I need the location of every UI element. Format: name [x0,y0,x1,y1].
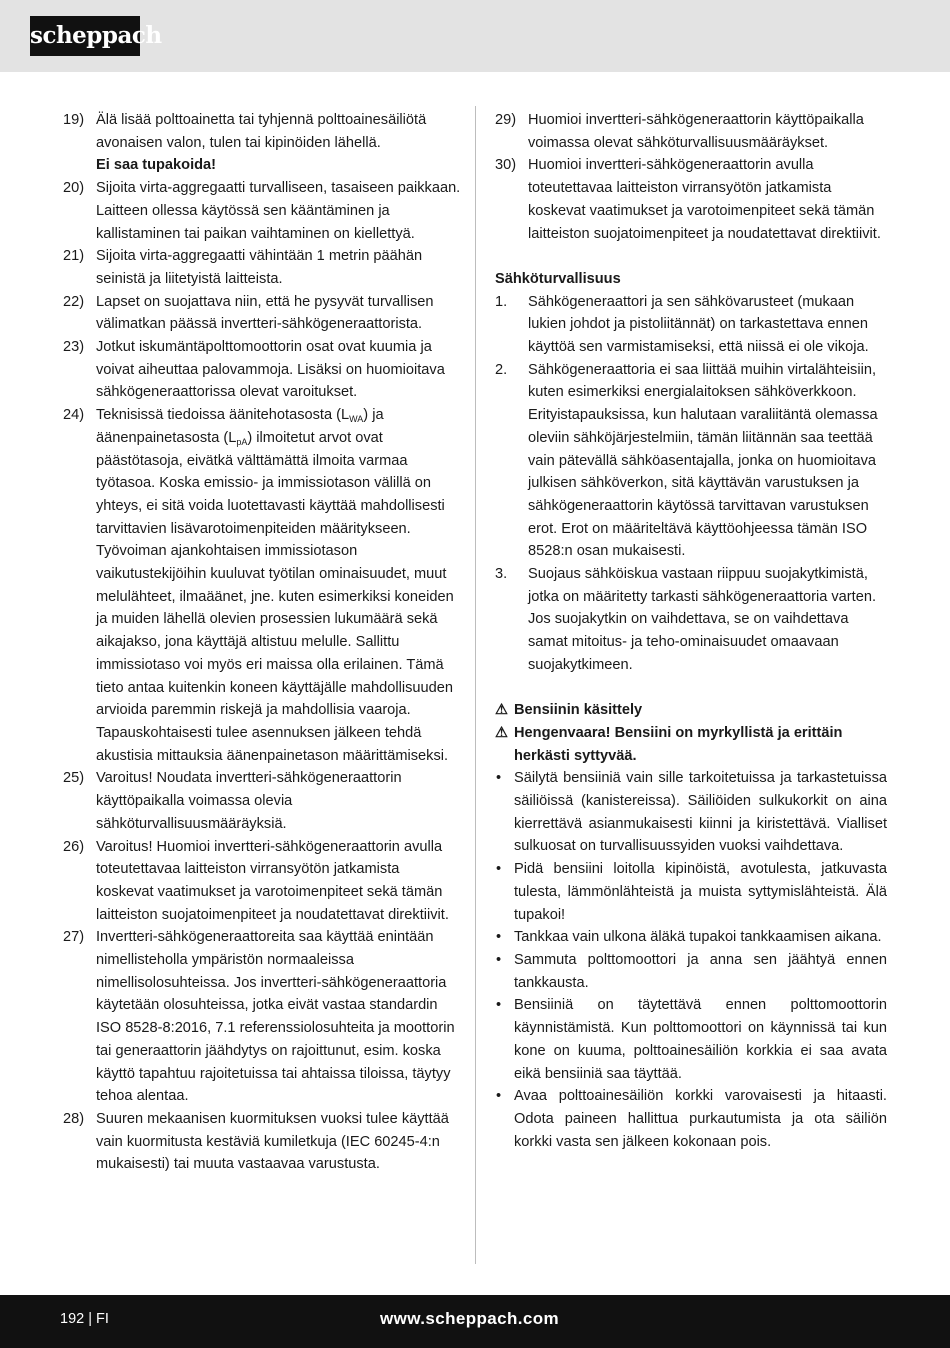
item-text: Huomioi invertteri-sähkögeneraattorin käyttöpaikalla voimassa olevat sähköturvallisuusmääräykset. [528,112,864,151]
item-number: 27) [63,929,85,946]
item-number: 2. [495,361,508,378]
item-number: 1. [495,293,508,310]
list-item [63,291,461,336]
list-item [63,404,461,767]
item-number: 28) [63,1110,85,1127]
bullet-icon: • [496,997,502,1014]
right-column [495,109,887,1153]
item-text: Suuren mekaanisen kuormituksen vuoksi tulee käyttää vain kuormitusta kestäviä kumiletkuja (IEC 60245-4:n mukaisesti) tai muuta vastaavaa varustusta. [96,1110,449,1173]
item-number: 30) [495,157,517,174]
item-number: 23) [63,339,85,356]
list-item [495,109,887,154]
item-text-a: Teknisissä tiedoissa äänitehotasosta (L [96,407,350,424]
item-text: Sijoita virta-aggregaatti turvalliseen, tasaiseen paikkaan. Laitteen ollessa käytössä sen kääntäminen ja kallistaminen tai paikan vaihtaminen on kiellettyä. [96,180,461,242]
list-item [63,767,461,835]
page-number: 192 | FI [60,1311,109,1327]
column-divider [475,106,476,1264]
item-text: Suojaus sähköiskua vastaan riippuu suojakytkimistä, jotka on määritetty tarkasti sähkögeneraattoria varten. Jos suojakytkin on vaihdettava, se on vaihdettava samat mitoitus- ja teho-ominaisuudet omaavaan suojakytkimeen. [528,566,876,673]
list-item [63,836,461,927]
bullet-text: Säilytä bensiiniä vain sille tarkoitetuissa ja tarkastetuissa säiliöissä (kanistereissa). Säiliöiden sulkukorkit on aina kierrettävä asianmukaisesti kiinni ja kiristettävä. Vialliset sulkuosat on turvallisuussyiden vuoksi vaihdettava. [514,770,887,855]
item-text: Huomioi invertteri-sähkögeneraattorin avulla toteutettavaa laitteiston virransyötön jatkamista koskevat vaatimukset ja varotoimenpiteet sekä tämän laitteiston suojatoimenpiteet ja noudatettavat direktiivit. [528,157,881,242]
subscript-pa: pA [236,436,248,447]
list-item [495,563,887,677]
item-text: Älä lisää polttoainetta tai tyhjennä polttoainesäiliötä avonaisen valon, tulen tai kipinöiden lähellä. [96,112,427,151]
item-text: Sähkögeneraattori ja sen sähkövarusteet (mukaan lukien johdot ja pistoliitännät) on tarkastettava ennen käyttöä sen varmistamiseksi, että niissä ei ole vikoja. [528,293,869,356]
item-number: 3. [495,566,508,583]
item-number: 20) [63,180,85,197]
item-text: Varoitus! Huomioi invertteri-sähkögeneraattorin avulla toteutettavaa laitteiston virransyötön jatkamista koskevat vaatimukset ja varotoimenpiteet sekä tämän laitteiston suojatoimenpiteet ja noudatettavat direktiivit. [96,838,449,923]
bullet-item [495,767,887,858]
list-item [63,336,461,404]
list-item [63,1108,461,1176]
bullet-item [495,994,887,1085]
list-item [63,926,461,1108]
item-text: Sähkögeneraattoria ei saa liittää muihin virtalähteisiin, kuten esimerkiksi energialaitoksen sähköverkkoon. Erityistapauksissa, kun halutaan varaliitäntä olemassa oleviin sähköjärjestelmiin, tämän liitännän saa teettää vain pätevällä sähköasentajalla, jonka on huomioitava julkisen sähköverkon, sitä käyttävän varustuksen ja sähkögeneraattorin käytössä tarvittavan varustuksen erot. Erot on määriteltävä käyttöohjeessa tämän ISO 8528:n osan mukaisesti. [528,361,878,560]
danger-warning-text: Hengenvaara! Bensiini on myrkyllistä ja erittäin herkästi syttyvää. [514,724,843,764]
item-text: Varoitus! Noudata invertteri-sähkögeneraattorin käyttöpaikalla voimassa olevia sähköturvallisuusmääräyksiä. [96,770,402,832]
subscript-wa: WA [349,414,364,425]
bullet-icon: • [496,861,502,878]
item-text: Lapset on suojattava niin, että he pysyvät turvallisen välimatkan päässä invertteri-sähkögeneraattorista. [96,293,434,333]
page-header [0,0,950,72]
list-item [495,291,887,359]
left-column [63,109,461,1176]
bullet-item [495,1085,887,1153]
item-number: 25) [63,770,85,787]
bullet-icon: • [496,951,502,968]
item-number: 22) [63,293,85,310]
item-number: 21) [63,248,85,265]
item-text: Invertteri-sähkögeneraattoreita saa käyttää enintään nimellisteholla ympäristön normaaleissa nimellisolosuhteissa. Jos invertteri-sähkögeneraattoria käytetään olosuhteissa, jotka eivät vastaa standardin ISO 8528-8:2016, 7.1 referenssiolosuhteita ja moottorin tai generaattorin jäähdytys on rajoittunut, esim. koska käyttö tapahtuu rajoitetuissa tai ahtaissa tiloissa, täytyy tehoa alentaa. [96,929,455,1105]
bullet-icon: • [496,770,502,787]
bullet-text: Pidä bensiini loitolla kipinöistä, avotulesta, jatkuvasta tulesta, lämmönlähteistä ja muista syttymislähteistä. Älä tupakoi! [514,861,887,923]
bullet-text: Sammuta polttomoottori ja anna sen jäähtyä ennen tankkausta. [514,951,887,991]
warning-triangle-icon: ⚠ [495,702,509,719]
item-number: 24) [63,407,85,424]
list-item [495,359,887,563]
item-bold-text: Ei saa tupakoida! [96,157,217,174]
bullet-item [495,949,887,994]
list-item [63,245,461,290]
page-footer [0,1295,950,1348]
danger-warning [495,722,887,767]
list-item [63,109,461,177]
item-text-b: ) ja äänenpainetasosta (L [96,407,384,446]
item-number: 26) [63,838,85,855]
website-link[interactable]: www.scheppach.com [380,1309,560,1328]
bullet-item [495,926,887,949]
list-item [63,177,461,245]
bullet-text: Bensiiniä on täytettävä ennen polttomoottorin käynnistämistä. Kun polttomoottori on käynnissä tai kun kone on kuuma, polttoainesäiliön korkkia ei saa avata eikä bensiiniä saa täyttää. [514,997,887,1082]
petrol-heading-text: Bensiinin käsittely [514,702,643,719]
bullet-item [495,858,887,926]
petrol-heading [495,699,887,722]
bullet-text: Avaa polttoainesäiliön korkki varovaisesti ja hitaasti. Odota paineen hallittua purkautumista ja ota säiliön korkki vasta sen jälkeen kokonaan pois. [514,1088,887,1150]
brand-logo: scheppach [30,16,140,56]
item-text: Sijoita virta-aggregaatti vähintään 1 metrin päähän seinistä ja liitetyistä laitteista. [96,248,423,287]
bullet-text: Tankkaa vain ulkona äläkä tupakoi tankkaamisen aikana. [514,929,882,946]
item-text: Jotkut iskumäntäpolttomoottorin osat ovat kuumia ja voivat aiheuttaa palovammoja. Lisäksi on huomioitava sähkögeneraattorissa olevat varoitukset. [96,339,445,401]
item-text-c: ) ilmoitetut arvot ovat päästötasoja, eivätkä välttämättä ilmoita varmaa työtasoa. Koska emissio- ja immissiotason välillä on yhteys, ei sitä voida luotettavasti käyttää mahdollisesti tarvittavien lisävarotoimenpiteiden määritykseen. Työvoiman ajankohtaisen immissiotason vaikutustekijöihin kuuluvat työtilan ominaisuudet, muut melulähteet, ilmaäänet, jne. kuten esimerkiksi koneiden ja muiden lähellä olevien prosessien lukumäärä sekä aikajakso, jona käyttäjä altistuu melulle. Sallittu immissiotaso voi myös eri maissa olla erilainen. Tämä tieto antaa kuitenkin koneen käyttäjälle mahdollisuuden arvioida paremmin riskejä ja mahdollisia vaaroja. Tapauskohtaisesti tulee asennuksen jälkeen tehdä akustisia mittauksia äänenpainetason määrittämiseksi. [96,429,454,764]
bullet-icon: • [496,929,502,946]
bullet-icon: • [496,1088,502,1105]
warning-triangle-icon: ⚠ [495,724,509,741]
list-item [495,154,887,245]
item-number: 29) [495,112,517,128]
item-number: 19) [63,112,85,128]
electrical-safety-heading: Sähköturvallisuus [495,270,621,287]
